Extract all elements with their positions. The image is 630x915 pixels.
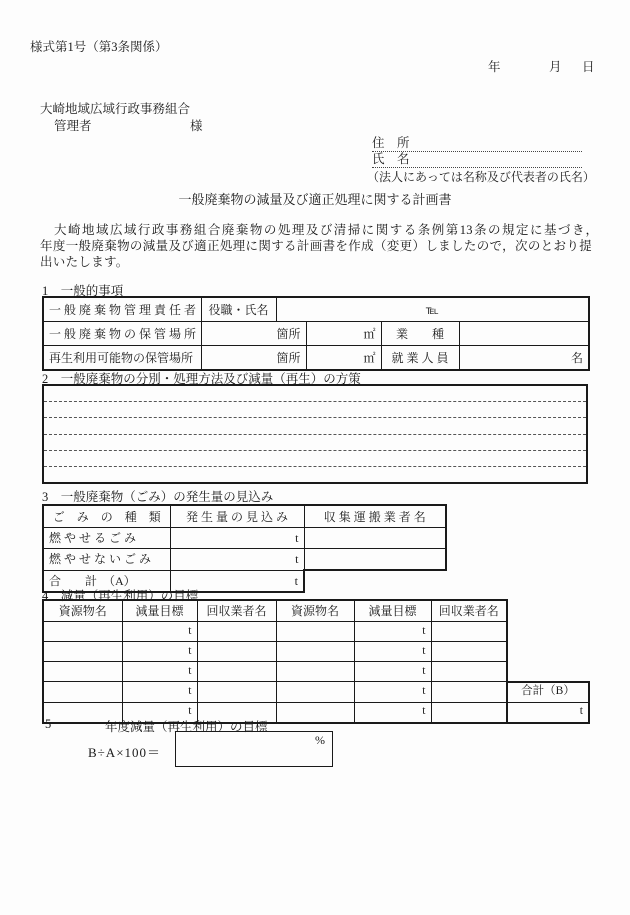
position-name-label: 役職・氏名: [201, 297, 276, 322]
resource-name-field[interactable]: [43, 642, 122, 662]
employees-label: 就 業 人 員: [381, 346, 459, 371]
table-header-row: [43, 600, 589, 622]
corporate-note: （法人にあっては名称及び代表者の氏名）: [367, 170, 595, 184]
section1-heading: 1 一般的事項: [42, 284, 124, 298]
nonburnable-label: 燃 や せ な い ご み: [43, 549, 170, 571]
table-row: [43, 322, 589, 346]
reduction-target-field[interactable]: t: [122, 622, 197, 642]
addressee-organization: 大崎地域広域行政事務組合: [40, 102, 191, 116]
name-label: 氏 名: [372, 152, 410, 166]
resource-name-header: 資源物名: [276, 600, 354, 622]
manager-tel-field[interactable]: ℡: [276, 297, 589, 322]
table-row: [43, 682, 589, 703]
employees-count-field[interactable]: 名: [459, 346, 589, 371]
nonburnable-amount-field[interactable]: t: [170, 549, 304, 571]
reduction-target-field[interactable]: t: [354, 642, 431, 662]
resource-name-field[interactable]: [276, 622, 354, 642]
reduction-target-field[interactable]: t: [122, 662, 197, 682]
waste-storage-places-field[interactable]: 箇所: [201, 322, 306, 346]
reduction-target-field[interactable]: t: [122, 682, 197, 703]
writing-line[interactable]: [44, 435, 586, 451]
waste-type-header: ご み の 種 類: [43, 505, 170, 528]
empty-cell: [507, 622, 589, 642]
section5-number: 5: [45, 717, 52, 731]
date-day-label: 日: [582, 60, 595, 74]
total-a-label: 合 計 （A）: [43, 570, 170, 592]
formula-label: B÷A×100＝: [88, 745, 162, 760]
reduction-target-table: [42, 599, 590, 724]
table-row: [43, 528, 446, 549]
waste-storage-area-field[interactable]: ㎡: [306, 322, 381, 346]
table-row: [43, 549, 446, 571]
date-year-label: 年: [488, 60, 501, 74]
reduction-target-field[interactable]: t: [122, 702, 197, 723]
total-b-label: 合計（B）: [507, 682, 589, 703]
resource-name-field[interactable]: [43, 662, 122, 682]
empty-cell: [507, 642, 589, 662]
collector-name-field[interactable]: [431, 682, 507, 703]
recyclable-storage-label: 再生利用可能物の保管場所: [43, 346, 201, 371]
resource-name-field[interactable]: [276, 662, 354, 682]
name-field[interactable]: [372, 152, 582, 168]
collector-header: 収 集 運 搬 業 者 名: [304, 505, 446, 528]
empty-cell: [507, 662, 589, 682]
addressee-title: 管理者: [54, 119, 92, 133]
collector-name-field[interactable]: [431, 662, 507, 682]
waste-forecast-table: [42, 504, 447, 593]
resource-name-header: 資源物名: [43, 600, 122, 622]
table-row: [43, 622, 589, 642]
business-type-label: 業 種: [381, 322, 459, 346]
collector-name-field[interactable]: [431, 622, 507, 642]
collector-name-field[interactable]: [431, 642, 507, 662]
recyclable-storage-area-field[interactable]: ㎡: [306, 346, 381, 371]
resource-name-field[interactable]: [43, 622, 122, 642]
collector-name-header: 回収業者名: [197, 600, 276, 622]
reduction-target-field[interactable]: t: [354, 662, 431, 682]
total-b-amount-field[interactable]: t: [507, 702, 589, 723]
writing-line[interactable]: [44, 386, 586, 402]
section5-heading: 年度減量（再生利用）の目標: [105, 720, 268, 734]
address-field[interactable]: [372, 136, 582, 152]
table-row: [43, 662, 589, 682]
nonburnable-collector-field[interactable]: [304, 549, 446, 571]
burnable-amount-field[interactable]: t: [170, 528, 304, 549]
reduction-target-field[interactable]: t: [354, 682, 431, 703]
resource-name-field[interactable]: [43, 682, 122, 703]
resource-name-field[interactable]: [276, 682, 354, 703]
waste-manager-label: 一 般 廃 棄 物 管 理 責 任 者: [43, 297, 201, 322]
percentage-result-field[interactable]: [175, 731, 333, 767]
burnable-label: 燃 や せ る ご み: [43, 528, 170, 549]
writing-line[interactable]: [44, 402, 586, 418]
table-row: [43, 346, 589, 371]
resource-name-field[interactable]: [276, 642, 354, 662]
reduction-target-header: 減量目標: [122, 600, 197, 622]
reduction-target-header: 減量目標: [354, 600, 431, 622]
reduction-target-field[interactable]: t: [354, 622, 431, 642]
collector-name-field[interactable]: [197, 682, 276, 703]
business-type-field[interactable]: [459, 322, 589, 346]
collector-name-field[interactable]: [197, 622, 276, 642]
collector-name-header: 回収業者名: [431, 600, 507, 622]
section3-heading: 3 一般廃棄物（ごみ）の発生量の見込み: [42, 490, 274, 504]
address-label: 住 所: [372, 136, 410, 150]
percent-sign: %: [315, 733, 325, 747]
reduction-target-field[interactable]: t: [354, 702, 431, 723]
waste-storage-label: 一 般 廃 棄 物 の 保 管 場 所: [43, 322, 201, 346]
document-title: 一般廃棄物の減量及び適正処理に関する計画書: [178, 192, 452, 207]
empty-cell: [507, 600, 589, 622]
recyclable-storage-places-field[interactable]: 箇所: [201, 346, 306, 371]
table-row: [43, 642, 589, 662]
forecast-header: 発 生 量 の 見 込 み: [170, 505, 304, 528]
general-matters-table: [42, 296, 590, 371]
addressee-honorific: 様: [190, 119, 203, 133]
form-number: 様式第1号（第3条関係）: [30, 40, 168, 54]
section2-heading: 2 一般廃棄物の分別・処理方法及び減量（再生）の方策: [42, 372, 361, 386]
resource-name-field[interactable]: [276, 702, 354, 723]
collector-name-field[interactable]: [197, 662, 276, 682]
burnable-collector-field[interactable]: [304, 528, 446, 549]
writing-line[interactable]: [44, 451, 586, 467]
reduction-target-field[interactable]: t: [122, 642, 197, 662]
writing-line[interactable]: [44, 467, 586, 482]
table-row: [43, 297, 589, 322]
table-header-row: [43, 505, 446, 528]
total-a-amount-field[interactable]: t: [170, 570, 304, 592]
collector-name-field[interactable]: [197, 642, 276, 662]
body-paragraph: 大崎地域広域行政事務組合廃棄物の処理及び清掃に関する条例第13条の規定に基づき， 年度一般廃棄物の減量及び適正処理に関する計画書を作成（変更）しましたので，次のとおり提出いたします。: [40, 223, 630, 269]
writing-line[interactable]: [44, 418, 586, 434]
collector-name-field[interactable]: [431, 702, 507, 723]
section4-heading: 4 減量（再生利用）の目標: [42, 589, 199, 603]
empty-cell: [304, 570, 446, 592]
date-month-label: 月: [549, 60, 562, 74]
measures-writing-area[interactable]: [42, 384, 588, 484]
